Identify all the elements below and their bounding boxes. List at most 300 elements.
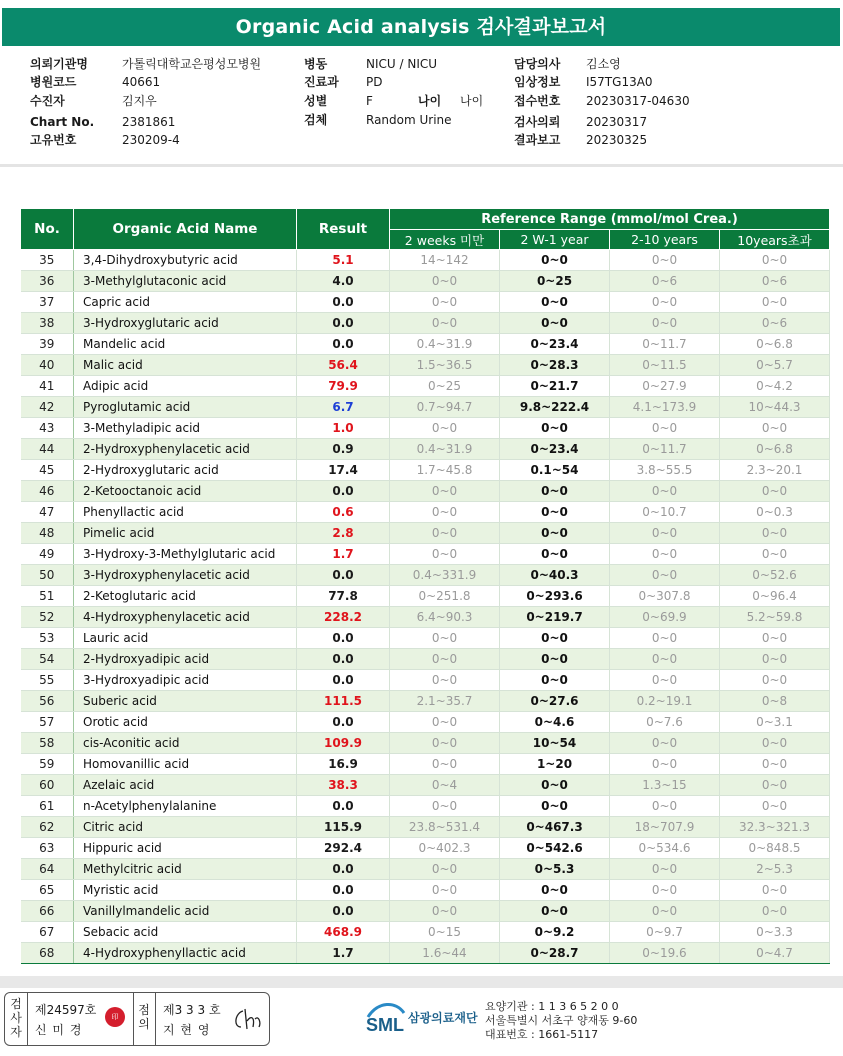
ref-2weeks: 2.1~35.7 (390, 691, 500, 712)
row-number: 42 (21, 397, 74, 418)
org-name: 삼광의료재단 (408, 1011, 478, 1025)
acid-name: 2-Ketoglutaric acid (74, 586, 297, 607)
ref-2w-1y: 0~0 (500, 523, 610, 544)
table-row (21, 901, 830, 922)
dept-label: 진료과 (304, 75, 339, 89)
ref-2-10y: 0~0 (610, 649, 720, 670)
table-row (21, 481, 830, 502)
table-row (21, 523, 830, 544)
result-value: 16.9 (297, 754, 390, 775)
ref-2w-1y: 0~0 (500, 775, 610, 796)
row-number: 55 (21, 670, 74, 691)
ref-2-10y: 0~0 (610, 481, 720, 502)
row-number: 59 (21, 754, 74, 775)
hospital-code-label: 병원코드 (30, 75, 77, 89)
header-result: Result (297, 209, 390, 250)
ref-10y: 0~0 (720, 796, 830, 817)
ref-2w-1y: 0~0 (500, 544, 610, 565)
result-value: 115.9 (297, 817, 390, 838)
row-number: 35 (21, 250, 74, 271)
table-row (21, 880, 830, 901)
acid-name: Sebacic acid (74, 922, 297, 943)
result-value: 0.9 (297, 439, 390, 460)
result-value: 77.8 (297, 586, 390, 607)
ref-2-10y: 0~307.8 (610, 586, 720, 607)
ref-2weeks: 0~0 (390, 271, 500, 292)
ref-2w-1y: 0~40.3 (500, 565, 610, 586)
table-row (21, 817, 830, 838)
result-value: 292.4 (297, 838, 390, 859)
report-title: Organic Acid analysis 검사결과보고서 (2, 8, 840, 46)
ref-2w-1y: 0~0 (500, 649, 610, 670)
acid-name: Azelaic acid (74, 775, 297, 796)
acid-name: 3-Methyladipic acid (74, 418, 297, 439)
row-number: 67 (21, 922, 74, 943)
report-label: 결과보고 (514, 133, 561, 147)
table-row (21, 607, 830, 628)
row-number: 65 (21, 880, 74, 901)
ref-2w-1y: 0~0 (500, 481, 610, 502)
table-row (21, 859, 830, 880)
result-value: 0.0 (297, 313, 390, 334)
examiner-name: 신 미 경 (35, 1023, 83, 1037)
ref-2weeks: 0~15 (390, 922, 500, 943)
result-value: 1.7 (297, 943, 390, 964)
ref-2w-1y: 0~0 (500, 313, 610, 334)
ref-2w-1y: 0~28.7 (500, 943, 610, 964)
row-number: 56 (21, 691, 74, 712)
clinical-label: 임상정보 (514, 75, 561, 89)
patient-info (0, 52, 843, 160)
table-row (21, 943, 830, 964)
header-reference: Reference Range (mmol/mol Crea.) (390, 209, 830, 230)
divider (155, 993, 156, 1045)
doctor-value: 김소영 (586, 57, 621, 71)
acid-name: 2-Hydroxyadipic acid (74, 649, 297, 670)
ref-10y: 0~0 (720, 901, 830, 922)
header-name: Organic Acid Name (74, 209, 297, 250)
ref-2w-1y: 0~0 (500, 292, 610, 313)
ref-2weeks: 0~0 (390, 628, 500, 649)
ref-2-10y: 0.2~19.1 (610, 691, 720, 712)
row-number: 39 (21, 334, 74, 355)
signature-box (4, 992, 270, 1046)
acid-name: Phenyllactic acid (74, 502, 297, 523)
signature-mark (231, 1005, 263, 1033)
ref-2w-1y: 0.1~54 (500, 460, 610, 481)
specimen-value: Random Urine (366, 113, 452, 127)
ref-2-10y: 0~0 (610, 901, 720, 922)
ref-2weeks: 1.6~44 (390, 943, 500, 964)
result-value: 6.7 (297, 397, 390, 418)
receipt-value: 20230317-04630 (586, 94, 690, 108)
doctor-label: 담당의사 (514, 57, 561, 71)
ref-10y: 0~52.6 (720, 565, 830, 586)
ref-2-10y: 18~707.9 (610, 817, 720, 838)
ref-2-10y: 0~9.7 (610, 922, 720, 943)
ref-10y: 0~5.7 (720, 355, 830, 376)
ref-2weeks: 1.5~36.5 (390, 355, 500, 376)
row-number: 49 (21, 544, 74, 565)
ref-2weeks: 1.7~45.8 (390, 460, 500, 481)
ref-2w-1y: 0~25 (500, 271, 610, 292)
request-value: 20230317 (586, 115, 648, 129)
result-value: 0.0 (297, 712, 390, 733)
table-row (21, 334, 830, 355)
patient-label: 수진자 (30, 94, 65, 108)
row-number: 45 (21, 460, 74, 481)
institution-phone: 대표번호 : 1661-5117 (485, 1028, 599, 1041)
row-number: 62 (21, 817, 74, 838)
ref-10y: 0~0 (720, 481, 830, 502)
result-value: 0.0 (297, 565, 390, 586)
svg-text:SML: SML (366, 1015, 404, 1035)
ref-10y: 0~0.3 (720, 502, 830, 523)
acid-name: Adipic acid (74, 376, 297, 397)
table-row (21, 439, 830, 460)
result-value: 468.9 (297, 922, 390, 943)
table-row (21, 586, 830, 607)
ref-2-10y: 0~0 (610, 733, 720, 754)
acid-name: 3-Hydroxyadipic acid (74, 670, 297, 691)
table-row (21, 355, 830, 376)
ref-10y: 0~0 (720, 880, 830, 901)
ref-2weeks: 0~0 (390, 859, 500, 880)
ref-2-10y: 3.8~55.5 (610, 460, 720, 481)
ref-2w-1y: 0~9.2 (500, 922, 610, 943)
ref-2w-1y: 0~0 (500, 502, 610, 523)
header-ref-2weeks: 2 weeks 미만 (390, 230, 500, 250)
acid-name: Hippuric acid (74, 838, 297, 859)
result-value: 0.0 (297, 628, 390, 649)
ref-2weeks: 0~0 (390, 544, 500, 565)
ref-2-10y: 0~0 (610, 250, 720, 271)
table-row (21, 922, 830, 943)
ref-10y: 0~6 (720, 271, 830, 292)
ref-2-10y: 0~7.6 (610, 712, 720, 733)
ref-2-10y: 4.1~173.9 (610, 397, 720, 418)
row-number: 63 (21, 838, 74, 859)
result-value: 56.4 (297, 355, 390, 376)
ref-2w-1y: 0~467.3 (500, 817, 610, 838)
ref-10y: 0~0 (720, 775, 830, 796)
confirmer-name: 지 현 영 (163, 1023, 211, 1037)
ref-2-10y: 0~0 (610, 565, 720, 586)
acid-name: Methylcitric acid (74, 859, 297, 880)
ref-10y: 0~4.7 (720, 943, 830, 964)
table-row (21, 754, 830, 775)
unique-no-label: 고유번호 (30, 133, 77, 147)
table-row (21, 649, 830, 670)
result-value: 0.0 (297, 481, 390, 502)
acid-name: 3-Methylglutaconic acid (74, 271, 297, 292)
ref-2-10y: 0~11.7 (610, 334, 720, 355)
row-number: 52 (21, 607, 74, 628)
ref-2-10y: 0~0 (610, 523, 720, 544)
result-value: 0.0 (297, 901, 390, 922)
institution-label: 의뢰기관명 (30, 57, 88, 71)
table-row (21, 418, 830, 439)
acid-name: Malic acid (74, 355, 297, 376)
table-row (21, 250, 830, 271)
acid-name: Vanillylmandelic acid (74, 901, 297, 922)
ref-2weeks: 23.8~531.4 (390, 817, 500, 838)
acid-name: cis-Aconitic acid (74, 733, 297, 754)
result-value: 0.0 (297, 859, 390, 880)
acid-name: 3-Hydroxyphenylacetic acid (74, 565, 297, 586)
table-row (21, 775, 830, 796)
sex-label: 성별 (304, 94, 328, 108)
ref-2weeks: 0~0 (390, 502, 500, 523)
row-number: 60 (21, 775, 74, 796)
acid-name: 2-Hydroxyphenylacetic acid (74, 439, 297, 460)
table-row (21, 565, 830, 586)
header-ref-2w-1y: 2 W-1 year (500, 230, 610, 250)
ref-2-10y: 0~0 (610, 880, 720, 901)
patient-value: 김지우 (122, 94, 157, 108)
ref-2weeks: 0~402.3 (390, 838, 500, 859)
acid-name: 3,4-Dihydroxybutyric acid (74, 250, 297, 271)
result-value: 228.2 (297, 607, 390, 628)
ref-10y: 0~6.8 (720, 439, 830, 460)
ref-2-10y: 0~0 (610, 670, 720, 691)
report-value: 20230325 (586, 133, 648, 147)
result-value: 109.9 (297, 733, 390, 754)
ref-2w-1y: 10~54 (500, 733, 610, 754)
acid-name: Orotic acid (74, 712, 297, 733)
ref-10y: 0~96.4 (720, 586, 830, 607)
row-number: 61 (21, 796, 74, 817)
ref-10y: 0~0 (720, 670, 830, 691)
table-row (21, 670, 830, 691)
ref-2w-1y: 0~0 (500, 670, 610, 691)
ref-10y: 0~0 (720, 418, 830, 439)
institution-info (485, 1000, 637, 1042)
acid-name: Homovanillic acid (74, 754, 297, 775)
result-value: 111.5 (297, 691, 390, 712)
header-no: No. (21, 209, 74, 250)
ref-2w-1y: 0~0 (500, 628, 610, 649)
ref-2weeks: 0~0 (390, 523, 500, 544)
ref-10y: 0~0 (720, 544, 830, 565)
ref-2-10y: 0~0 (610, 292, 720, 313)
ref-10y: 0~0 (720, 523, 830, 544)
table-row (21, 292, 830, 313)
ref-2-10y: 0~0 (610, 544, 720, 565)
table-row (21, 271, 830, 292)
row-number: 64 (21, 859, 74, 880)
acid-name: 4-Hydroxyphenylacetic acid (74, 607, 297, 628)
ward-value: NICU / NICU (366, 57, 438, 71)
footer-divider (0, 976, 843, 988)
ref-10y: 0~3.3 (720, 922, 830, 943)
ref-2-10y: 0~0 (610, 313, 720, 334)
divider (27, 993, 28, 1045)
ward-label: 병동 (304, 57, 328, 71)
hospital-code-value: 40661 (122, 75, 161, 89)
chart-no-value: 2381861 (122, 115, 176, 129)
institution-address: 서울특별시 서초구 양재동 9-60 (485, 1014, 638, 1027)
ref-2w-1y: 1~20 (500, 754, 610, 775)
ref-2-10y: 0~0 (610, 628, 720, 649)
acid-name: n-Acetylphenylalanine (74, 796, 297, 817)
ref-10y: 5.2~59.8 (720, 607, 830, 628)
ref-2-10y: 0~10.7 (610, 502, 720, 523)
row-number: 48 (21, 523, 74, 544)
ref-10y: 32.3~321.3 (720, 817, 830, 838)
ref-2weeks: 0~0 (390, 901, 500, 922)
acid-name: Capric acid (74, 292, 297, 313)
acid-name: Mandelic acid (74, 334, 297, 355)
table-row (21, 460, 830, 481)
ref-2w-1y: 0~0 (500, 796, 610, 817)
ref-2w-1y: 0~293.6 (500, 586, 610, 607)
receipt-label: 접수번호 (514, 94, 561, 108)
table-row (21, 838, 830, 859)
confirmer-license: 제3 3 3 호 (163, 1003, 221, 1017)
ref-2-10y: 0~0 (610, 418, 720, 439)
acid-name: Lauric acid (74, 628, 297, 649)
row-number: 38 (21, 313, 74, 334)
results-table (20, 208, 830, 964)
ref-2w-1y: 0~21.7 (500, 376, 610, 397)
table-row (21, 376, 830, 397)
table-row (21, 544, 830, 565)
institution-value: 가톨릭대학교은평성모병원 (122, 57, 262, 71)
ref-2weeks: 0~251.8 (390, 586, 500, 607)
acid-name: 2-Hydroxyglutaric acid (74, 460, 297, 481)
result-value: 0.0 (297, 334, 390, 355)
ref-2weeks: 6.4~90.3 (390, 607, 500, 628)
row-number: 54 (21, 649, 74, 670)
ref-2-10y: 0~27.9 (610, 376, 720, 397)
row-number: 53 (21, 628, 74, 649)
ref-2weeks: 0~4 (390, 775, 500, 796)
ref-2-10y: 0~11.7 (610, 439, 720, 460)
row-number: 41 (21, 376, 74, 397)
ref-2weeks: 0~0 (390, 418, 500, 439)
result-value: 0.0 (297, 649, 390, 670)
row-number: 40 (21, 355, 74, 376)
sex-value: F (366, 94, 373, 108)
examiner-label: 검사자 (10, 997, 22, 1039)
ref-2-10y: 1.3~15 (610, 775, 720, 796)
ref-2weeks: 0.4~331.9 (390, 565, 500, 586)
ref-2w-1y: 0~4.6 (500, 712, 610, 733)
row-number: 58 (21, 733, 74, 754)
ref-10y: 0~0 (720, 250, 830, 271)
ref-2weeks: 0~0 (390, 670, 500, 691)
age-label: 나이 (418, 94, 442, 108)
row-number: 68 (21, 943, 74, 964)
ref-10y: 0~6 (720, 313, 830, 334)
ref-2weeks: 0~0 (390, 880, 500, 901)
result-value: 0.0 (297, 796, 390, 817)
ref-2weeks: 14~142 (390, 250, 500, 271)
acid-name: Pimelic acid (74, 523, 297, 544)
confirmer-label: 점의 (138, 1003, 150, 1031)
row-number: 36 (21, 271, 74, 292)
ref-10y: 0~0 (720, 292, 830, 313)
dept-value: PD (366, 75, 383, 89)
ref-2weeks: 0~0 (390, 733, 500, 754)
ref-2weeks: 0~0 (390, 649, 500, 670)
result-value: 4.0 (297, 271, 390, 292)
result-value: 0.0 (297, 670, 390, 691)
ref-2-10y: 0~19.6 (610, 943, 720, 964)
ref-10y: 0~4.2 (720, 376, 830, 397)
result-value: 79.9 (297, 376, 390, 397)
table-row (21, 313, 830, 334)
ref-2weeks: 0~0 (390, 754, 500, 775)
ref-10y: 0~0 (720, 649, 830, 670)
divider (0, 164, 843, 167)
ref-2w-1y: 9.8~222.4 (500, 397, 610, 418)
ref-2w-1y: 0~0 (500, 880, 610, 901)
ref-10y: 2.3~20.1 (720, 460, 830, 481)
table-row (21, 712, 830, 733)
header-ref-10y: 10years초과 (720, 230, 830, 250)
ref-2-10y: 0~0 (610, 796, 720, 817)
ref-2-10y: 0~6 (610, 271, 720, 292)
divider (133, 993, 134, 1045)
row-number: 47 (21, 502, 74, 523)
acid-name: Pyroglutamic acid (74, 397, 297, 418)
row-number: 66 (21, 901, 74, 922)
row-number: 43 (21, 418, 74, 439)
ref-10y: 0~848.5 (720, 838, 830, 859)
row-number: 51 (21, 586, 74, 607)
result-value: 5.1 (297, 250, 390, 271)
result-value: 17.4 (297, 460, 390, 481)
ref-2w-1y: 0~219.7 (500, 607, 610, 628)
ref-10y: 0~0 (720, 733, 830, 754)
ref-2w-1y: 0~23.4 (500, 334, 610, 355)
ref-10y: 0~6.8 (720, 334, 830, 355)
table-row (21, 796, 830, 817)
table-row (21, 502, 830, 523)
acid-name: Suberic acid (74, 691, 297, 712)
table-row (21, 628, 830, 649)
age-value: 나이 (460, 94, 484, 108)
ref-2weeks: 0~0 (390, 712, 500, 733)
ref-2weeks: 0~0 (390, 292, 500, 313)
acid-name: Citric acid (74, 817, 297, 838)
specimen-label: 검체 (304, 113, 328, 127)
result-value: 38.3 (297, 775, 390, 796)
table-row (21, 733, 830, 754)
result-value: 1.0 (297, 418, 390, 439)
ref-10y: 0~0 (720, 754, 830, 775)
ref-2w-1y: 0~0 (500, 250, 610, 271)
ref-2-10y: 0~11.5 (610, 355, 720, 376)
ref-10y: 0~0 (720, 628, 830, 649)
ref-2w-1y: 0~5.3 (500, 859, 610, 880)
result-value: 1.7 (297, 544, 390, 565)
ref-2w-1y: 0~542.6 (500, 838, 610, 859)
table-row (21, 691, 830, 712)
ref-10y: 0~8 (720, 691, 830, 712)
table-row (21, 397, 830, 418)
ref-10y: 10~44.3 (720, 397, 830, 418)
ref-2weeks: 0.7~94.7 (390, 397, 500, 418)
header-ref-2-10y: 2-10 years (610, 230, 720, 250)
ref-2-10y: 0~0 (610, 754, 720, 775)
acid-name: 3-Hydroxyglutaric acid (74, 313, 297, 334)
seal-stamp: 印 (105, 1007, 125, 1027)
ref-2-10y: 0~69.9 (610, 607, 720, 628)
ref-2weeks: 0.4~31.9 (390, 439, 500, 460)
